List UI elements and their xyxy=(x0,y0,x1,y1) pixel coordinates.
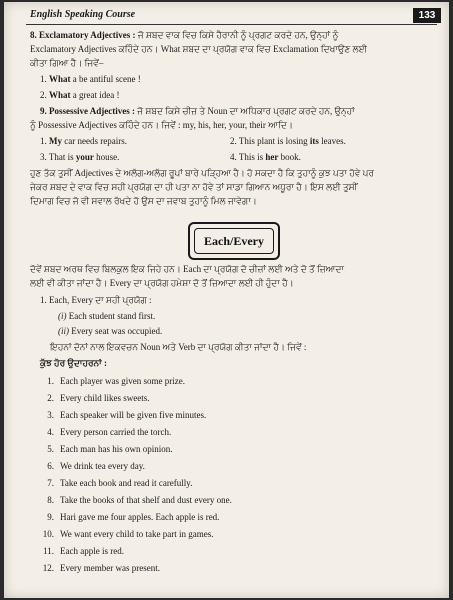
example-item xyxy=(40,512,219,522)
example-item xyxy=(40,376,185,386)
example-num: 12. xyxy=(42,563,54,573)
example-num: 6. xyxy=(47,461,54,471)
each-every-title: Each/Every xyxy=(194,228,274,254)
section8-example xyxy=(40,90,119,100)
example-num: 9. xyxy=(47,512,54,522)
section8-line: Exclamatory Adjectives ਕਹਿੰਦੇ ਹਨ। What ਸ਼ਬਦ ਦਾ ਪ੍ਰਯੋਗ ਵਾਕ ਵਿਚ Exclamation ਦਿਖਾਉਣ ਲਈ xyxy=(30,44,367,54)
example-text: We drink tea every day. xyxy=(60,461,145,471)
example-num: 8. xyxy=(47,495,54,505)
rule-example-text: Each student stand first. xyxy=(68,311,156,321)
example-num: 11. xyxy=(43,546,54,556)
example-item xyxy=(40,495,232,505)
each-every-rule-label: 1. Each, Every ਦਾ ਸਹੀ ਪ੍ਰਯੋਗ : xyxy=(40,295,152,305)
example-item xyxy=(40,478,192,488)
example-bold: My xyxy=(49,136,62,146)
example-num: 3. xyxy=(47,410,54,420)
example-pre: This plant is losing xyxy=(238,136,310,146)
example-num: 1. xyxy=(40,74,47,84)
section9-heading-line xyxy=(40,106,355,117)
page-number: 133 xyxy=(413,8,441,23)
section9-line: ਜੋ ਸ਼ਬਦ ਕਿਸੇ ਚੀਜ਼ ਤੇ Noun ਦਾ ਅਧਿਕਾਰ ਪ੍ਰਗਟ ਕਰਦੇ ਹਨ, ਉਨ੍ਹਾਂ xyxy=(137,106,355,116)
section8-line: ਜੋ ਸ਼ਬਦ ਵਾਕ ਵਿਚ ਕਿਸੇ ਹੈਰਾਨੀ ਨੂੰ ਪ੍ਰਗਟ ਕਰਦੇ ਹਨ, ਉਨ੍ਹਾਂ ਨੂੰ xyxy=(137,30,339,40)
page-header xyxy=(4,2,449,26)
section9-line: ਨੂੰ Possessive Adjectives ਕਹਿੰਦੇ ਹਨ। ਜਿਵੇਂ : my, his, her, your, their ਆਦਿ। xyxy=(30,120,293,130)
section9-num: 9. xyxy=(40,106,47,116)
example-num: 2. xyxy=(47,393,54,403)
example-item xyxy=(40,546,124,556)
example-item xyxy=(40,529,213,539)
example-num: 2. xyxy=(40,90,47,100)
section9-example xyxy=(230,136,346,146)
example-num: 7. xyxy=(47,478,54,488)
example-bold: What xyxy=(49,74,71,84)
example-rest: a great idea ! xyxy=(70,90,120,100)
example-item xyxy=(40,461,145,471)
example-pre: That is xyxy=(48,152,76,162)
example-bold: your xyxy=(75,152,94,162)
example-post: book. xyxy=(278,152,301,162)
each-every-title-box xyxy=(188,222,280,260)
example-num: 4. xyxy=(230,152,237,162)
example-text: Take each book and read it carefully. xyxy=(60,478,193,488)
section8-num: 8. xyxy=(30,30,37,40)
header-rule xyxy=(26,24,437,25)
section9-para-line: ਹੁਣ ਤੱਕ ਤੁਸੀਂ Adjectives ਦੇ ਅਲੱਗ-ਅਲੱਗ ਰੂਪਾਂ ਬਾਰੇ ਪੜ੍ਹਿਆ ਹੈ। ਹੋ ਸਕਦਾ ਹੈ ਕਿ ਤੁਹਾਨੂੰ ਕੁਝ ਪਤਾ ਹੋਵੇ ਪਰ xyxy=(30,168,375,178)
section9-para-line: ਜੇਕਰ ਸ਼ਬਦ ਦੇ ਵਾਕ ਵਿਚ ਸਹੀ ਪ੍ਰਯੋਗ ਦਾ ਹੀ ਪਤਾ ਨਾ ਹੋਵੇ ਤਾਂ ਸਾਡਾ ਗਿਆਨ ਅਧੂਰਾ ਹੈ। ਇਸ ਲਈ ਤੁਸੀਂ xyxy=(30,182,358,192)
example-post: car needs repairs. xyxy=(62,136,127,146)
example-rest: a be antiful scene ! xyxy=(70,74,141,84)
example-post: leaves. xyxy=(318,136,346,146)
section9-example xyxy=(40,152,119,162)
example-text: Hari gave me four apples. Each apple is red. xyxy=(60,512,220,522)
example-text: Each apple is red. xyxy=(60,546,124,556)
section8-line: ਕੀਤਾ ਗਿਆ ਹੈ। ਜਿਵੇਂ– xyxy=(30,58,104,68)
section9-heading: Possessive Adjectives : xyxy=(49,106,135,116)
example-text: We want every child to take part in games. xyxy=(60,529,214,539)
example-num: 2. xyxy=(230,136,237,146)
each-every-note: ਇਹਨਾਂ ਦੋਨਾਂ ਨਾਲ ਇਕਵਚਨ Noun ਅਤੇ Verb ਦਾ ਪ੍ਰਯੋਗ ਕੀਤਾ ਜਾਂਦਾ ਹੈ। ਜਿਵੇਂ : xyxy=(50,342,307,352)
example-item xyxy=(40,427,171,437)
rule-example-num: (i) xyxy=(58,311,67,321)
example-text: Each man has his own opinion. xyxy=(60,444,173,454)
rule-example-num: (ii) xyxy=(58,326,69,336)
rule-example xyxy=(58,326,162,336)
example-item xyxy=(40,410,206,420)
example-item xyxy=(40,444,172,454)
section8-heading: Exclamatory Adjectives : xyxy=(39,30,136,40)
example-item xyxy=(40,393,149,403)
section9-example xyxy=(230,152,301,162)
example-text: Every member was present. xyxy=(60,563,160,573)
example-text: Take the books of that shelf and dust every one. xyxy=(60,495,232,505)
example-text: Each player was given some prize. xyxy=(60,376,185,386)
section9-para-line: ਦਿਮਾਗ ਵਿਚ ਜੋ ਵੀ ਸਵਾਲ ਰੱਖਦੇ ਹੋ ਉਸ ਦਾ ਜਵਾਬ ਤੁਹਾਨੂੰ ਮਿਲ ਜਾਵੇਗਾ। xyxy=(30,196,257,206)
example-text: Each speaker will be given five minutes. xyxy=(60,410,207,420)
example-num: 1. xyxy=(47,376,54,386)
rule-example xyxy=(58,311,155,321)
examples-heading: ਕੁੱਝ ਹੋਰ ਉਦਾਹਰਨਾਂ : xyxy=(40,358,107,368)
example-num: 1. xyxy=(40,136,47,146)
course-title: English Speaking Course xyxy=(30,9,136,20)
example-text: Every child likes sweets. xyxy=(60,393,150,403)
example-bold: What xyxy=(49,90,71,100)
book-page xyxy=(4,2,449,598)
example-pre: This is xyxy=(238,152,266,162)
section8-heading-line xyxy=(30,30,338,41)
example-num: 10. xyxy=(42,529,54,539)
each-every-intro-line: ਲਈ ਵੀ ਕੀਤਾ ਜਾਂਦਾ ਹੈ। Every ਦਾ ਪ੍ਰਯੋਗ ਹਮੇਸ਼ਾ ਦੋ ਤੋਂ ਜ਼ਿਆਦਾ ਲਈ ਹੀ ਹੁੰਦਾ ਹੈ। xyxy=(30,278,294,288)
each-every-intro-line: ਦੋਵੇਂ ਸ਼ਬਦ ਅਰਥ ਵਿਚ ਬਿਲਕੁਲ ਇਕ ਜਿਹੇ ਹਨ। Each ਦਾ ਪ੍ਰਯੋਗ ਦੋ ਚੀਜ਼ਾਂ ਲਈ ਅਤੇ ਦੋ ਤੋਂ ਜ਼ਿਆਦਾ xyxy=(30,264,344,274)
example-item xyxy=(40,563,160,573)
example-post: house. xyxy=(93,152,120,162)
example-num: 5. xyxy=(47,444,54,454)
example-bold: her xyxy=(265,152,279,162)
example-text: Every person carried the torch. xyxy=(60,427,172,437)
section9-example xyxy=(40,136,127,146)
section8-example xyxy=(40,74,141,84)
rule-example-text: Every seat was occupied. xyxy=(71,326,163,336)
example-bold: its xyxy=(309,136,319,146)
example-num: 4. xyxy=(47,427,54,437)
example-num: 3. xyxy=(40,152,47,162)
